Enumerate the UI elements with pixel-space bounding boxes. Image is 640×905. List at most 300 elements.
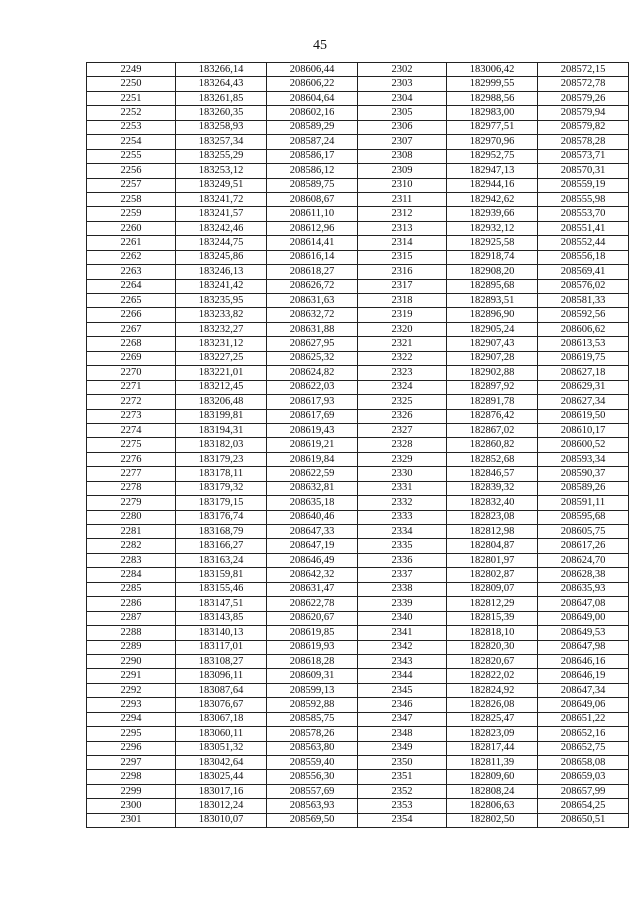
y-coordinate-cell: 208619,21	[267, 438, 358, 452]
x-coordinate-cell: 183155,46	[176, 582, 267, 596]
x-coordinate-cell: 183108,27	[176, 654, 267, 668]
point-number-cell: 2350	[358, 756, 447, 770]
point-number-cell: 2291	[87, 669, 176, 683]
point-number-cell: 2274	[87, 423, 176, 437]
table-row	[87, 265, 629, 279]
y-coordinate-cell: 208646,16	[538, 654, 629, 668]
point-number-cell: 2331	[358, 481, 447, 495]
x-coordinate-cell: 183017,16	[176, 784, 267, 798]
x-coordinate-cell: 182897,92	[447, 380, 538, 394]
point-number-cell: 2335	[358, 539, 447, 553]
x-coordinate-cell: 183221,01	[176, 366, 267, 380]
table-row	[87, 712, 629, 726]
point-number-cell: 2346	[358, 698, 447, 712]
y-coordinate-cell: 208635,93	[538, 582, 629, 596]
y-coordinate-cell: 208559,40	[267, 756, 358, 770]
y-coordinate-cell: 208619,50	[538, 409, 629, 423]
point-number-cell: 2251	[87, 91, 176, 105]
x-coordinate-cell: 183241,57	[176, 207, 267, 221]
point-number-cell: 2279	[87, 496, 176, 510]
x-coordinate-cell: 182820,30	[447, 640, 538, 654]
y-coordinate-cell: 208632,81	[267, 481, 358, 495]
y-coordinate-cell: 208651,22	[538, 712, 629, 726]
x-coordinate-cell: 182918,74	[447, 250, 538, 264]
point-number-cell: 2306	[358, 120, 447, 134]
x-coordinate-cell: 182823,08	[447, 510, 538, 524]
x-coordinate-cell: 182908,20	[447, 265, 538, 279]
point-number-cell: 2276	[87, 452, 176, 466]
y-coordinate-cell: 208589,75	[267, 178, 358, 192]
point-number-cell: 2253	[87, 120, 176, 134]
y-coordinate-cell: 208631,47	[267, 582, 358, 596]
y-coordinate-cell: 208627,95	[267, 337, 358, 351]
y-coordinate-cell: 208624,70	[538, 553, 629, 567]
point-number-cell: 2298	[87, 770, 176, 784]
y-coordinate-cell: 208632,72	[267, 308, 358, 322]
y-coordinate-cell: 208635,18	[267, 496, 358, 510]
y-coordinate-cell: 208617,69	[267, 409, 358, 423]
table-row	[87, 308, 629, 322]
y-coordinate-cell: 208609,31	[267, 669, 358, 683]
x-coordinate-cell: 182809,07	[447, 582, 538, 596]
table-row	[87, 669, 629, 683]
x-coordinate-cell: 183051,32	[176, 741, 267, 755]
point-number-cell: 2349	[358, 741, 447, 755]
x-coordinate-cell: 183163,24	[176, 553, 267, 567]
y-coordinate-cell: 208613,53	[538, 337, 629, 351]
y-coordinate-cell: 208606,22	[267, 77, 358, 91]
table-row	[87, 568, 629, 582]
y-coordinate-cell: 208622,78	[267, 597, 358, 611]
y-coordinate-cell: 208586,12	[267, 164, 358, 178]
point-number-cell: 2249	[87, 63, 176, 77]
table-row	[87, 351, 629, 365]
y-coordinate-cell: 208631,63	[267, 294, 358, 308]
point-number-cell: 2299	[87, 784, 176, 798]
point-number-cell: 2286	[87, 597, 176, 611]
y-coordinate-cell: 208576,02	[538, 279, 629, 293]
point-number-cell: 2268	[87, 337, 176, 351]
y-coordinate-cell: 208646,19	[538, 669, 629, 683]
table-row	[87, 582, 629, 596]
table-row	[87, 496, 629, 510]
table-row	[87, 178, 629, 192]
table-row	[87, 106, 629, 120]
table-row	[87, 597, 629, 611]
x-coordinate-cell: 182942,62	[447, 192, 538, 206]
x-coordinate-cell: 183147,51	[176, 597, 267, 611]
y-coordinate-cell: 208619,75	[538, 351, 629, 365]
x-coordinate-cell: 183176,74	[176, 510, 267, 524]
table-row	[87, 149, 629, 163]
table-row	[87, 438, 629, 452]
point-number-cell: 2300	[87, 799, 176, 813]
table-row	[87, 727, 629, 741]
table-row	[87, 164, 629, 178]
point-number-cell: 2311	[358, 192, 447, 206]
x-coordinate-cell: 183087,64	[176, 683, 267, 697]
x-coordinate-cell: 182809,60	[447, 770, 538, 784]
point-number-cell: 2321	[358, 337, 447, 351]
y-coordinate-cell: 208556,30	[267, 770, 358, 784]
y-coordinate-cell: 208652,16	[538, 727, 629, 741]
point-number-cell: 2254	[87, 135, 176, 149]
table-row	[87, 279, 629, 293]
x-coordinate-cell: 183245,86	[176, 250, 267, 264]
y-coordinate-cell: 208585,75	[267, 712, 358, 726]
point-number-cell: 2257	[87, 178, 176, 192]
point-number-cell: 2327	[358, 423, 447, 437]
x-coordinate-cell: 183178,11	[176, 467, 267, 481]
x-coordinate-cell: 183249,51	[176, 178, 267, 192]
point-number-cell: 2314	[358, 236, 447, 250]
point-number-cell: 2301	[87, 813, 176, 827]
y-coordinate-cell: 208587,24	[267, 135, 358, 149]
x-coordinate-cell: 183241,42	[176, 279, 267, 293]
x-coordinate-cell: 183244,75	[176, 236, 267, 250]
x-coordinate-cell: 183257,34	[176, 135, 267, 149]
point-number-cell: 2281	[87, 525, 176, 539]
table-row	[87, 683, 629, 697]
x-coordinate-cell: 182895,68	[447, 279, 538, 293]
x-coordinate-cell: 182983,00	[447, 106, 538, 120]
table-row	[87, 770, 629, 784]
y-coordinate-cell: 208563,93	[267, 799, 358, 813]
y-coordinate-cell: 208581,33	[538, 294, 629, 308]
y-coordinate-cell: 208652,75	[538, 741, 629, 755]
point-number-cell: 2336	[358, 553, 447, 567]
point-number-cell: 2250	[87, 77, 176, 91]
x-coordinate-cell: 182925,58	[447, 236, 538, 250]
table-row	[87, 322, 629, 336]
y-coordinate-cell: 208627,34	[538, 395, 629, 409]
y-coordinate-cell: 208551,41	[538, 221, 629, 235]
x-coordinate-cell: 182802,50	[447, 813, 538, 827]
x-coordinate-cell: 183067,18	[176, 712, 267, 726]
x-coordinate-cell: 182939,66	[447, 207, 538, 221]
table-row	[87, 741, 629, 755]
table-row	[87, 784, 629, 798]
x-coordinate-cell: 183168,79	[176, 525, 267, 539]
x-coordinate-cell: 182808,24	[447, 784, 538, 798]
table-row	[87, 525, 629, 539]
x-coordinate-cell: 183012,24	[176, 799, 267, 813]
y-coordinate-cell: 208647,33	[267, 525, 358, 539]
x-coordinate-cell: 182825,47	[447, 712, 538, 726]
table-row	[87, 294, 629, 308]
point-number-cell: 2289	[87, 640, 176, 654]
y-coordinate-cell: 208614,41	[267, 236, 358, 250]
y-coordinate-cell: 208589,26	[538, 481, 629, 495]
point-number-cell: 2271	[87, 380, 176, 394]
x-coordinate-cell: 182822,02	[447, 669, 538, 683]
y-coordinate-cell: 208649,53	[538, 626, 629, 640]
x-coordinate-cell: 183010,07	[176, 813, 267, 827]
x-coordinate-cell: 182907,43	[447, 337, 538, 351]
point-number-cell: 2303	[358, 77, 447, 91]
x-coordinate-cell: 182970,96	[447, 135, 538, 149]
y-coordinate-cell: 208579,94	[538, 106, 629, 120]
y-coordinate-cell: 208606,44	[267, 63, 358, 77]
point-number-cell: 2354	[358, 813, 447, 827]
x-coordinate-cell: 183232,27	[176, 322, 267, 336]
y-coordinate-cell: 208649,06	[538, 698, 629, 712]
x-coordinate-cell: 182801,97	[447, 553, 538, 567]
y-coordinate-cell: 208628,38	[538, 568, 629, 582]
y-coordinate-cell: 208640,46	[267, 510, 358, 524]
point-number-cell: 2318	[358, 294, 447, 308]
point-number-cell: 2343	[358, 654, 447, 668]
x-coordinate-cell: 183255,29	[176, 149, 267, 163]
x-coordinate-cell: 183264,43	[176, 77, 267, 91]
point-number-cell: 2325	[358, 395, 447, 409]
point-number-cell: 2292	[87, 683, 176, 697]
coordinates-table-body	[87, 63, 629, 828]
x-coordinate-cell: 183006,42	[447, 63, 538, 77]
table-row	[87, 611, 629, 625]
y-coordinate-cell: 208624,82	[267, 366, 358, 380]
x-coordinate-cell: 182891,78	[447, 395, 538, 409]
point-number-cell: 2272	[87, 395, 176, 409]
y-coordinate-cell: 208647,19	[267, 539, 358, 553]
y-coordinate-cell: 208557,69	[267, 784, 358, 798]
y-coordinate-cell: 208553,70	[538, 207, 629, 221]
coordinates-table	[86, 62, 629, 828]
table-row	[87, 91, 629, 105]
point-number-cell: 2256	[87, 164, 176, 178]
point-number-cell: 2332	[358, 496, 447, 510]
point-number-cell: 2323	[358, 366, 447, 380]
point-number-cell: 2340	[358, 611, 447, 625]
point-number-cell: 2262	[87, 250, 176, 264]
x-coordinate-cell: 182952,75	[447, 149, 538, 163]
point-number-cell: 2282	[87, 539, 176, 553]
y-coordinate-cell: 208612,96	[267, 221, 358, 235]
x-coordinate-cell: 182846,57	[447, 467, 538, 481]
x-coordinate-cell: 182860,82	[447, 438, 538, 452]
point-number-cell: 2290	[87, 654, 176, 668]
x-coordinate-cell: 183206,48	[176, 395, 267, 409]
y-coordinate-cell: 208570,31	[538, 164, 629, 178]
x-coordinate-cell: 182804,87	[447, 539, 538, 553]
x-coordinate-cell: 182999,55	[447, 77, 538, 91]
x-coordinate-cell: 182876,42	[447, 409, 538, 423]
y-coordinate-cell: 208579,82	[538, 120, 629, 134]
x-coordinate-cell: 183140,13	[176, 626, 267, 640]
point-number-cell: 2329	[358, 452, 447, 466]
y-coordinate-cell: 208622,03	[267, 380, 358, 394]
y-coordinate-cell: 208617,26	[538, 539, 629, 553]
x-coordinate-cell: 183261,85	[176, 91, 267, 105]
y-coordinate-cell: 208619,43	[267, 423, 358, 437]
x-coordinate-cell: 183260,35	[176, 106, 267, 120]
y-coordinate-cell: 208592,88	[267, 698, 358, 712]
point-number-cell: 2264	[87, 279, 176, 293]
point-number-cell: 2267	[87, 322, 176, 336]
x-coordinate-cell: 183266,14	[176, 63, 267, 77]
y-coordinate-cell: 208642,32	[267, 568, 358, 582]
x-coordinate-cell: 182944,16	[447, 178, 538, 192]
x-coordinate-cell: 183179,15	[176, 496, 267, 510]
point-number-cell: 2278	[87, 481, 176, 495]
point-number-cell: 2270	[87, 366, 176, 380]
y-coordinate-cell: 208650,51	[538, 813, 629, 827]
x-coordinate-cell: 182867,02	[447, 423, 538, 437]
x-coordinate-cell: 182947,13	[447, 164, 538, 178]
y-coordinate-cell: 208600,52	[538, 438, 629, 452]
x-coordinate-cell: 182826,08	[447, 698, 538, 712]
y-coordinate-cell: 208595,68	[538, 510, 629, 524]
x-coordinate-cell: 182818,10	[447, 626, 538, 640]
y-coordinate-cell: 208605,75	[538, 525, 629, 539]
y-coordinate-cell: 208569,41	[538, 265, 629, 279]
y-coordinate-cell: 208578,26	[267, 727, 358, 741]
y-coordinate-cell: 208647,08	[538, 597, 629, 611]
point-number-cell: 2277	[87, 467, 176, 481]
x-coordinate-cell: 182896,90	[447, 308, 538, 322]
y-coordinate-cell: 208604,64	[267, 91, 358, 105]
y-coordinate-cell: 208629,31	[538, 380, 629, 394]
point-number-cell: 2266	[87, 308, 176, 322]
table-row	[87, 481, 629, 495]
y-coordinate-cell: 208569,50	[267, 813, 358, 827]
x-coordinate-cell: 183182,03	[176, 438, 267, 452]
point-number-cell: 2328	[358, 438, 447, 452]
point-number-cell: 2302	[358, 63, 447, 77]
x-coordinate-cell: 182932,12	[447, 221, 538, 235]
table-row	[87, 640, 629, 654]
table-row	[87, 250, 629, 264]
x-coordinate-cell: 182905,24	[447, 322, 538, 336]
point-number-cell: 2263	[87, 265, 176, 279]
y-coordinate-cell: 208590,37	[538, 467, 629, 481]
y-coordinate-cell: 208654,25	[538, 799, 629, 813]
y-coordinate-cell: 208592,56	[538, 308, 629, 322]
point-number-cell: 2339	[358, 597, 447, 611]
table-row	[87, 626, 629, 640]
table-row	[87, 467, 629, 481]
point-number-cell: 2337	[358, 568, 447, 582]
point-number-cell: 2252	[87, 106, 176, 120]
point-number-cell: 2260	[87, 221, 176, 235]
y-coordinate-cell: 208619,85	[267, 626, 358, 640]
point-number-cell: 2324	[358, 380, 447, 394]
point-number-cell: 2352	[358, 784, 447, 798]
x-coordinate-cell: 182812,98	[447, 525, 538, 539]
point-number-cell: 2293	[87, 698, 176, 712]
table-row	[87, 539, 629, 553]
y-coordinate-cell: 208647,98	[538, 640, 629, 654]
x-coordinate-cell: 183166,27	[176, 539, 267, 553]
point-number-cell: 2261	[87, 236, 176, 250]
point-number-cell: 2342	[358, 640, 447, 654]
point-number-cell: 2275	[87, 438, 176, 452]
x-coordinate-cell: 183241,72	[176, 192, 267, 206]
point-number-cell: 2333	[358, 510, 447, 524]
table-row	[87, 221, 629, 235]
y-coordinate-cell: 208573,71	[538, 149, 629, 163]
table-row	[87, 77, 629, 91]
x-coordinate-cell: 183253,12	[176, 164, 267, 178]
y-coordinate-cell: 208618,27	[267, 265, 358, 279]
y-coordinate-cell: 208589,29	[267, 120, 358, 134]
x-coordinate-cell: 182820,67	[447, 654, 538, 668]
table-row	[87, 135, 629, 149]
point-number-cell: 2288	[87, 626, 176, 640]
point-number-cell: 2315	[358, 250, 447, 264]
x-coordinate-cell: 183194,31	[176, 423, 267, 437]
x-coordinate-cell: 183076,67	[176, 698, 267, 712]
y-coordinate-cell: 208626,72	[267, 279, 358, 293]
point-number-cell: 2294	[87, 712, 176, 726]
x-coordinate-cell: 183179,23	[176, 452, 267, 466]
x-coordinate-cell: 182806,63	[447, 799, 538, 813]
x-coordinate-cell: 183096,11	[176, 669, 267, 683]
y-coordinate-cell: 208659,03	[538, 770, 629, 784]
table-row	[87, 510, 629, 524]
y-coordinate-cell: 208591,11	[538, 496, 629, 510]
x-coordinate-cell: 182802,87	[447, 568, 538, 582]
point-number-cell: 2310	[358, 178, 447, 192]
x-coordinate-cell: 183143,85	[176, 611, 267, 625]
x-coordinate-cell: 183246,13	[176, 265, 267, 279]
point-number-cell: 2341	[358, 626, 447, 640]
point-number-cell: 2320	[358, 322, 447, 336]
point-number-cell: 2344	[358, 669, 447, 683]
x-coordinate-cell: 183199,81	[176, 409, 267, 423]
point-number-cell: 2259	[87, 207, 176, 221]
table-row	[87, 813, 629, 827]
x-coordinate-cell: 183159,81	[176, 568, 267, 582]
point-number-cell: 2284	[87, 568, 176, 582]
point-number-cell: 2316	[358, 265, 447, 279]
point-number-cell: 2307	[358, 135, 447, 149]
y-coordinate-cell: 208657,99	[538, 784, 629, 798]
point-number-cell: 2295	[87, 727, 176, 741]
y-coordinate-cell: 208619,93	[267, 640, 358, 654]
point-number-cell: 2280	[87, 510, 176, 524]
point-number-cell: 2348	[358, 727, 447, 741]
table-row	[87, 553, 629, 567]
x-coordinate-cell: 182977,51	[447, 120, 538, 134]
y-coordinate-cell: 208622,59	[267, 467, 358, 481]
x-coordinate-cell: 182817,44	[447, 741, 538, 755]
y-coordinate-cell: 208556,18	[538, 250, 629, 264]
x-coordinate-cell: 183227,25	[176, 351, 267, 365]
x-coordinate-cell: 183042,64	[176, 756, 267, 770]
x-coordinate-cell: 183231,12	[176, 337, 267, 351]
point-number-cell: 2338	[358, 582, 447, 596]
point-number-cell: 2308	[358, 149, 447, 163]
point-number-cell: 2287	[87, 611, 176, 625]
point-number-cell: 2317	[358, 279, 447, 293]
point-number-cell: 2273	[87, 409, 176, 423]
table-row	[87, 799, 629, 813]
point-number-cell: 2334	[358, 525, 447, 539]
y-coordinate-cell: 208578,28	[538, 135, 629, 149]
point-number-cell: 2285	[87, 582, 176, 596]
table-row	[87, 698, 629, 712]
y-coordinate-cell: 208572,78	[538, 77, 629, 91]
x-coordinate-cell: 182902,88	[447, 366, 538, 380]
table-row	[87, 395, 629, 409]
x-coordinate-cell: 182839,32	[447, 481, 538, 495]
table-row	[87, 120, 629, 134]
point-number-cell: 2322	[358, 351, 447, 365]
page-number: 45	[313, 38, 327, 53]
x-coordinate-cell: 183117,01	[176, 640, 267, 654]
x-coordinate-cell: 182852,68	[447, 452, 538, 466]
